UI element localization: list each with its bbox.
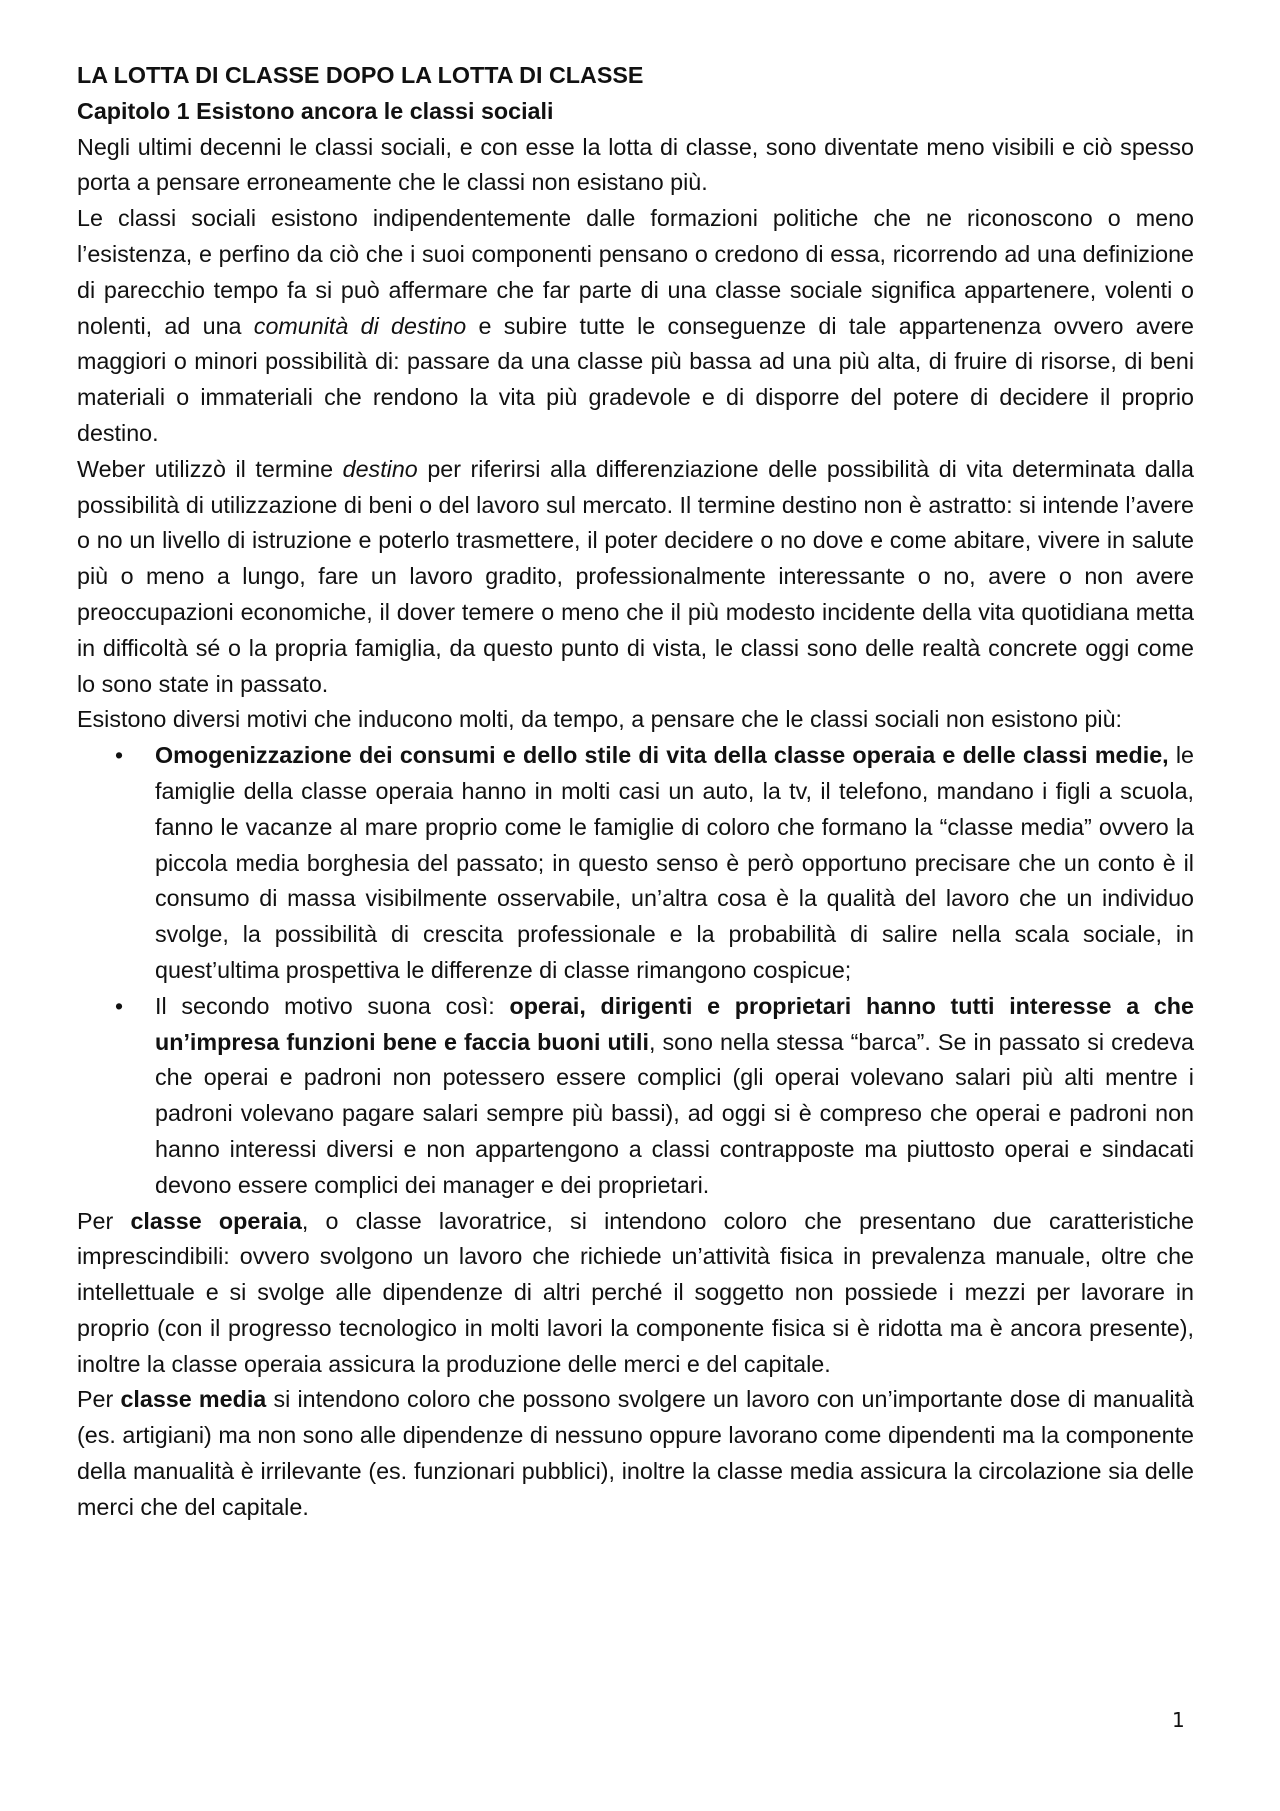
document-title: LA LOTTA DI CLASSE DOPO LA LOTTA DI CLASSE [77,62,644,88]
paragraph-text: e subire tutte le conseguenze di tale appartenenza ovvero avere maggiori o minori possibilità di: passare da una classe più bassa ad una più alta, di fruire di risorse, di beni materiali o immateriali che rendono la vita più gradevole e di disporre del potere di decidere il proprio destino. [77,312,1194,446]
paragraph-text: , o classe lavoratrice, si intendono coloro che presentano due caratteristiche imprescindibili: ovvero svolgono un lavoro che richiede un’attività fisica in prevalenza manuale, oltre che intellettuale e si svolge alle dipendenze di altri perché il soggetto non possiede i mezzi per lavorare in proprio (con il progresso tecnologico in molti lavori la componente fisica si è ridotta ma è ancora presente), inoltre la classe operaia assicura la produzione delle merci e del capitale. [77,1207,1194,1377]
paragraph-reasons: Esistono diversi motivi che inducono molti, da tempo, a pensare che le classi sociali non esistono più: [77,706,1123,733]
list-item-text: Il secondo motivo suona così: [155,992,510,1019]
paragraph-text: Per [77,1386,121,1413]
list-item-text: , sono nella stessa “barca”. Se in passato si credeva che operai e padroni non potessero essere complici (gli operai volevano salari più alti mentre i padroni volevano pagare salari sempre più bassi), ad oggi si è compreso che operai e padroni non hanno interessi diversi e non appartengono a classi contrapposte ma piuttosto operai e sindacati devono essere complici dei manager e dei proprietari. [155,1028,1194,1198]
document-body [77,58,1194,1526]
paragraph-definition [77,201,1194,452]
paragraph-intro: Negli ultimi decenni le classi sociali, e con esse la lotta di classe, sono diventate meno visibili e ciò spesso porta a pensare erroneamente che le classi non esistano più. [77,133,1194,196]
paragraph-text: Weber utilizzò il termine [77,455,343,482]
chapter-heading: Capitolo 1 Esistono ancora le classi sociali [77,97,554,124]
emphasis-text: comunità di destino [253,312,467,339]
reasons-list [77,738,1194,1203]
paragraph-weber [77,452,1194,703]
list-item [115,989,1194,1204]
list-item [115,738,1194,989]
emphasis-text: destino [342,455,418,482]
paragraph-text: per riferirsi alla differenziazione delle possibilità di vita determinata dalla possibilità di utilizzazione di beni o del lavoro sul mercato. Il termine destino non è astratto: si intende l’avere o no un livello di istruzione e poterlo trasmettere, il poter decidere o no dove e come abitare, vivere in salute più o meno a lungo, fare un lavoro gradito, professionalmente interessante o no, avere o non avere preoccupazioni economiche, il dover temere o meno che il più modesto incidente della vita quotidiana metta in difficoltà sé o la propria famiglia, da questo punto di vista, le classi sono delle realtà concrete oggi come lo sono state in passato. [77,455,1194,697]
paragraph-text: Le classi sociali esistono indipendentemente dalle formazioni politiche che ne riconoscono o meno l’esistenza, e perfino da ciò che i suoi componenti pensano o credono di essa, ricorrendo ad una definizione di parecchio tempo fa si può affermare che far parte di una classe sociale significa appartenere, volenti o nolenti, ad una [77,205,1194,339]
paragraph-working-class [77,1204,1194,1383]
bold-text: classe media [120,1386,267,1413]
bold-text: Omogenizzazione dei consumi e dello stile di vita della classe operaia e delle classi medie, [155,742,1169,769]
page-number: 1 [1172,1708,1185,1732]
paragraph-middle-class [77,1382,1194,1525]
bullet-icon: • [115,742,124,769]
bold-text: operai, dirigenti e proprietari hanno tutti interesse a che un’impresa funzioni bene e faccia buoni utili [155,992,1194,1055]
bullet-icon: • [115,992,124,1019]
list-item-text: le famiglie della classe operaia hanno in molti casi un auto, la tv, il telefono, mandano i figli a scuola, fanno le vacanze al mare proprio come le famiglie di coloro che formano la “classe media” ovvero la piccola media borghesia del passato; in questo senso è però opportuno precisare che un conto è il consumo di massa visibilmente osservabile, un’altra cosa è la qualità del lavoro che un individuo svolge, la possibilità di crescita professionale e la probabilità di salire nella scala sociale, in quest’ultima prospettiva le differenze di classe rimangono cospicue; [155,742,1194,983]
paragraph-text: Per [77,1207,131,1234]
bold-text: classe operaia [130,1207,302,1234]
paragraph-text: si intendono coloro che possono svolgere un lavoro con un’importante dose di manualità (es. artigiani) ma non sono alle dipendenze di nessuno oppure lavorano come dipendenti ma la componente della manualità è irrilevante (es. funzionari pubblici), inoltre la classe media assicura la circolazione sia delle merci che del capitale. [77,1386,1194,1520]
